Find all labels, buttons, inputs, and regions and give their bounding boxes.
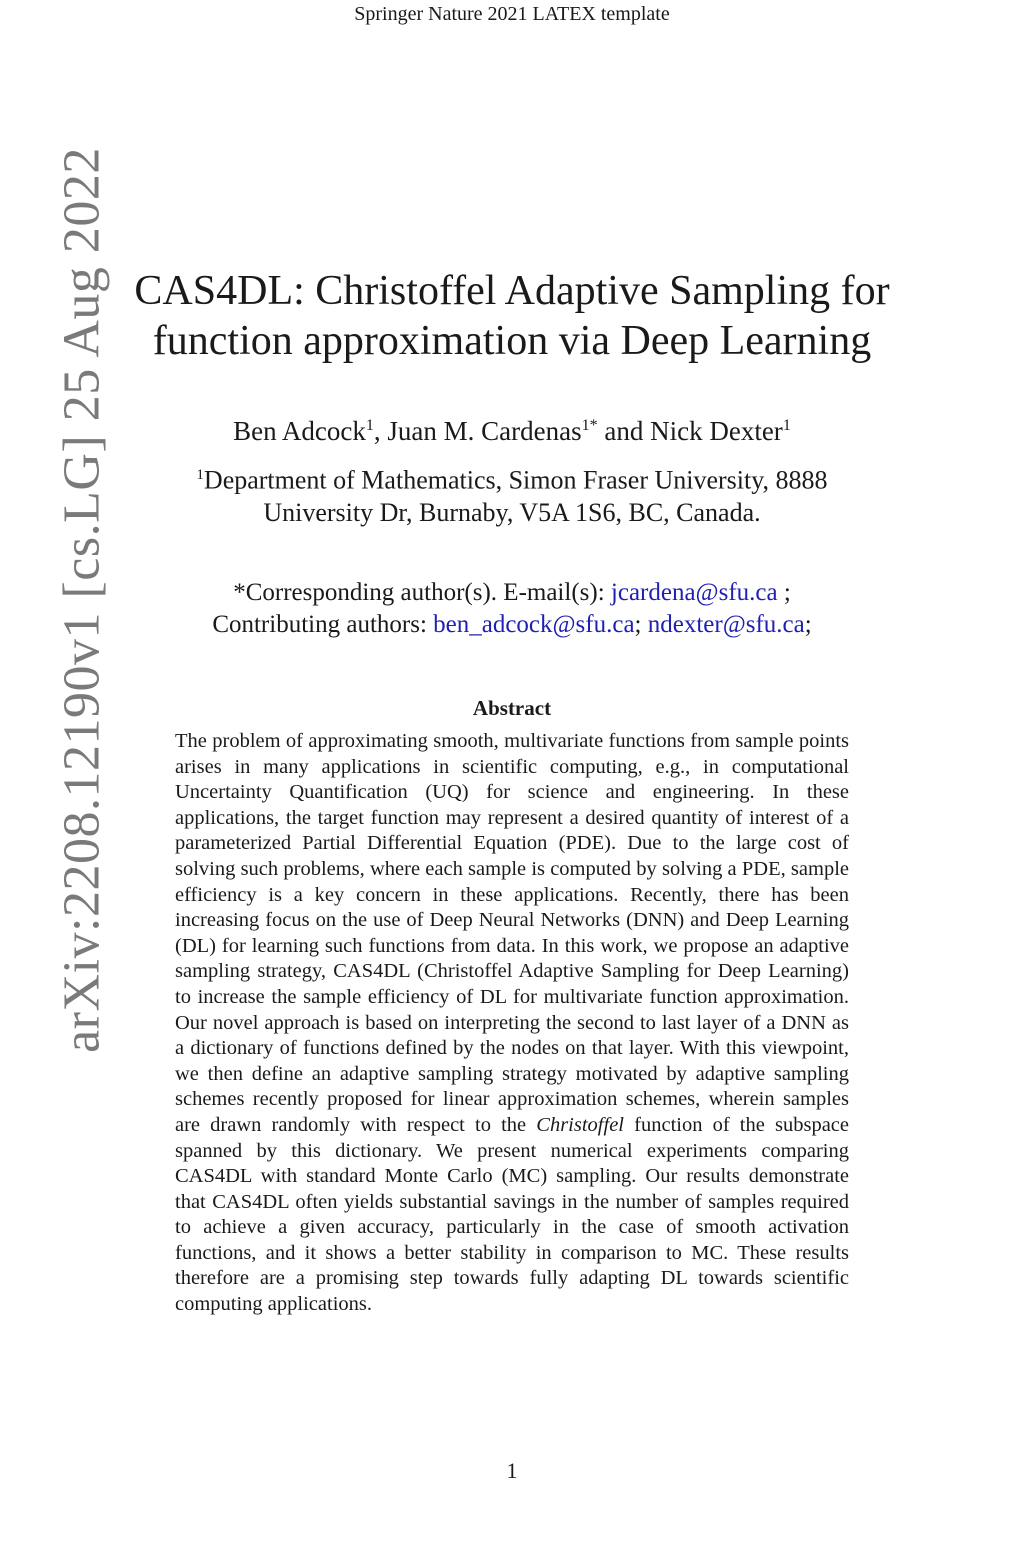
affiliation-mark: 1 — [196, 467, 204, 483]
running-head: Springer Nature 2021 LATEX template — [354, 3, 670, 25]
corresponding-prefix: *Corresponding author(s). E-mail(s): — [233, 579, 611, 606]
arxiv-side-stamp: arXiv:2208.12190v1 [cs.LG] 25 Aug 2022 — [53, 147, 111, 1053]
abstract-text-part-2: function of the subspace spanned by this dictionary. We present numerical experiments comparing CAS4DL with standard Monte Carlo (MC) sampling. Our results demonstrate that CAS4DL often yields substantial savings in the number of samples required to achieve a given accuracy, particularly in the case of smooth activation functions, and it shows a better stability in comparison to MC. These results therefore are a promising step towards fully adapting DL towards scientific computing applications. — [175, 1113, 849, 1316]
corresponding-line — [100, 577, 924, 609]
affiliation — [100, 459, 924, 529]
author-mark: 1* — [581, 417, 598, 434]
correspondence-block — [100, 577, 924, 641]
contributing-email-link-1[interactable]: ben_adcock@sfu.ca — [433, 611, 635, 638]
corresponding-suffix: ; — [777, 579, 791, 606]
abstract-text-part-1: The problem of approximating smooth, multivariate functions from sample points arises in many applications in scientific computing, e.g., in computational Uncertainty Quantification (UQ) for science and engineering. In these applications, the target function may represent a desired quantity of interest of a parameterized Partial Differential Equation (PDE). Due to the large cost of solving such problems, where each sample is computed by solving a PDE, sample efficiency is a key concern in these applications. Recently, there has been increasing focus on the use of Deep Neural Networks (DNN) and Deep Learning (DL) for learning such functions from data. In this work, we propose an adaptive sampling strategy, CAS4DL (Christoffel Adaptive Sampling for Deep Learning) to increase the sample efficiency of DL for multivariate function approximation. Our novel approach is based on interpreting the second to last layer of a DNN as a dictionary of functions defined by the nodes on that layer. With this viewpoint, we then define an adaptive sampling strategy motivated by adaptive sampling schemes recently proposed for linear approximation schemes, wherein samples are drawn randomly with respect to the — [175, 730, 849, 1136]
author-name: Juan M. Cardenas — [387, 416, 582, 446]
affiliation-line-1 — [100, 459, 924, 497]
author-separator: and — [597, 416, 651, 446]
title-line-2: function approximation via Deep Learning — [152, 318, 872, 364]
author-separator: , — [373, 416, 388, 446]
contributing-suffix: ; — [804, 611, 812, 638]
contributing-separator: ; — [634, 611, 648, 638]
paper-title — [100, 266, 924, 366]
contributing-email-link-2[interactable]: ndexter@sfu.ca — [647, 611, 805, 638]
affiliation-line-2: University Dr, Burnaby, V5A 1S6, BC, Canada. — [263, 497, 761, 527]
abstract-heading: Abstract — [472, 696, 552, 720]
title-line-1: CAS4DL: Christoffel Adaptive Sampling for — [134, 268, 890, 314]
corresponding-email-link[interactable]: jcardena@sfu.ca — [610, 579, 778, 606]
author-name: Ben Adcock — [233, 416, 366, 446]
author-mark: 1 — [782, 417, 791, 434]
abstract-body — [175, 729, 849, 1318]
contributing-line — [100, 609, 924, 641]
author-list — [100, 408, 924, 449]
contributing-prefix: Contributing authors: — [212, 611, 434, 638]
abstract-italic-term: Christoffel — [536, 1113, 624, 1136]
author-name: Nick Dexter — [650, 416, 783, 446]
page-number: 1 — [506, 1458, 518, 1483]
author-mark: 1 — [365, 417, 374, 434]
affiliation-text-1: Department of Mathematics, Simon Fraser University, 8888 — [203, 465, 828, 495]
